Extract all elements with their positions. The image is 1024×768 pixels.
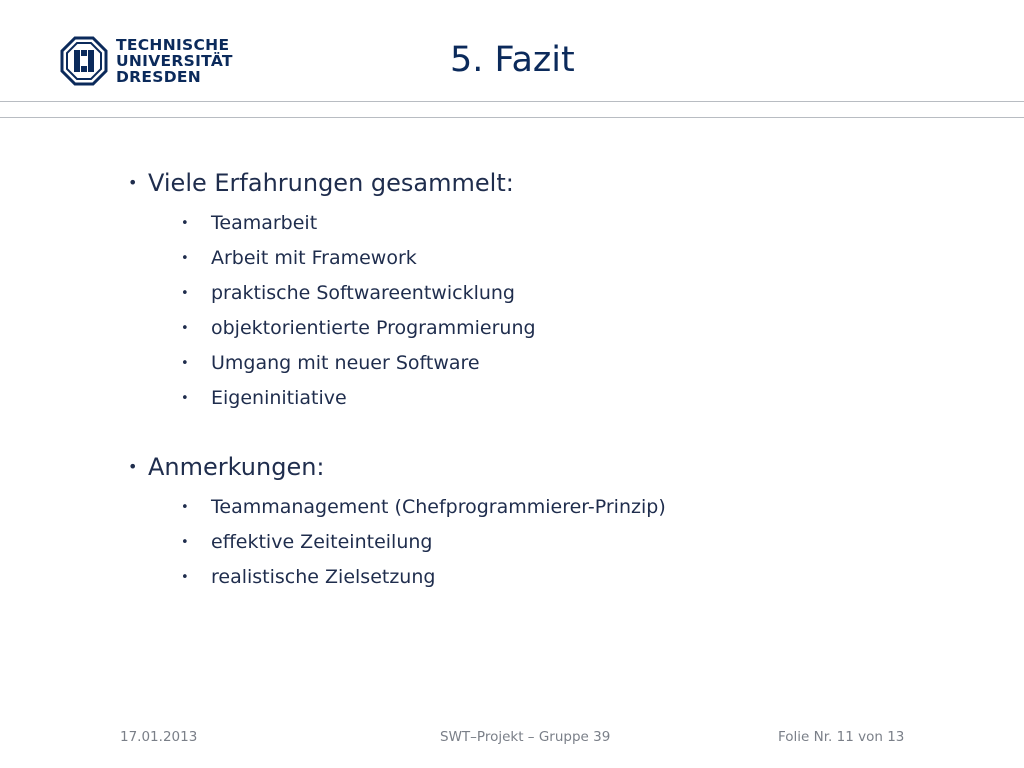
list-item bbox=[124, 311, 984, 346]
list-item bbox=[124, 346, 984, 381]
university-logo-icon bbox=[60, 36, 108, 86]
bullet-dot-icon: • bbox=[181, 500, 189, 515]
list-item bbox=[124, 490, 984, 525]
sub-bullet-list bbox=[124, 206, 984, 416]
bullet-dot-icon: • bbox=[128, 457, 138, 476]
list-item bbox=[124, 525, 984, 560]
list-item-text: realistische Zielsetzung bbox=[211, 566, 436, 588]
list-item-text: Teammanagement (Chefprogrammierer-Prinzip) bbox=[211, 496, 666, 518]
list-item bbox=[124, 206, 984, 241]
sub-bullet-list bbox=[124, 490, 984, 595]
bullet-heading bbox=[124, 160, 984, 206]
list-item-text: effektive Zeiteinteilung bbox=[211, 531, 433, 553]
section-remarks bbox=[124, 444, 984, 595]
list-item-text: Arbeit mit Framework bbox=[211, 247, 417, 269]
bullet-dot-icon: • bbox=[181, 286, 189, 301]
bullet-dot-icon: • bbox=[181, 251, 189, 266]
list-item-text: Eigeninitiative bbox=[211, 387, 347, 409]
bullet-dot-icon: • bbox=[181, 321, 189, 336]
list-item-text: Umgang mit neuer Software bbox=[211, 352, 480, 374]
list-item bbox=[124, 381, 984, 416]
list-item-text: praktische Softwareentwicklung bbox=[211, 282, 515, 304]
section-experiences bbox=[124, 160, 984, 416]
bullet-heading-text: Viele Erfahrungen gesammelt: bbox=[148, 169, 514, 197]
list-item-text: objektorientierte Programmierung bbox=[211, 317, 536, 339]
list-item-text: Teamarbeit bbox=[211, 212, 318, 234]
university-wordmark bbox=[116, 37, 233, 85]
bullet-dot-icon: • bbox=[181, 391, 189, 406]
list-item bbox=[124, 276, 984, 311]
header-divider-bottom bbox=[0, 117, 1024, 118]
footer-slide-number: Folie Nr. 11 von 13 bbox=[778, 729, 905, 745]
wordmark-line-2: UNIVERSITÄT bbox=[116, 52, 233, 70]
wordmark-line-3: DRESDEN bbox=[116, 68, 202, 86]
footer-project: SWT–Projekt – Gruppe 39 bbox=[440, 729, 611, 745]
header-divider-top bbox=[0, 101, 1024, 102]
bullet-dot-icon: • bbox=[181, 535, 189, 550]
footer-date: 17.01.2013 bbox=[120, 729, 198, 745]
bullet-heading bbox=[124, 444, 984, 490]
slide-title: 5. Fazit bbox=[450, 40, 575, 80]
bullet-dot-icon: • bbox=[181, 570, 189, 585]
bullet-dot-icon: • bbox=[128, 173, 138, 192]
bullet-dot-icon: • bbox=[181, 356, 189, 371]
list-item bbox=[124, 560, 984, 595]
bullet-heading-text: Anmerkungen: bbox=[148, 453, 325, 481]
list-item bbox=[124, 241, 984, 276]
bullet-dot-icon: • bbox=[181, 216, 189, 231]
wordmark-line-1: TECHNISCHE bbox=[116, 36, 230, 54]
slide-content bbox=[124, 160, 984, 595]
